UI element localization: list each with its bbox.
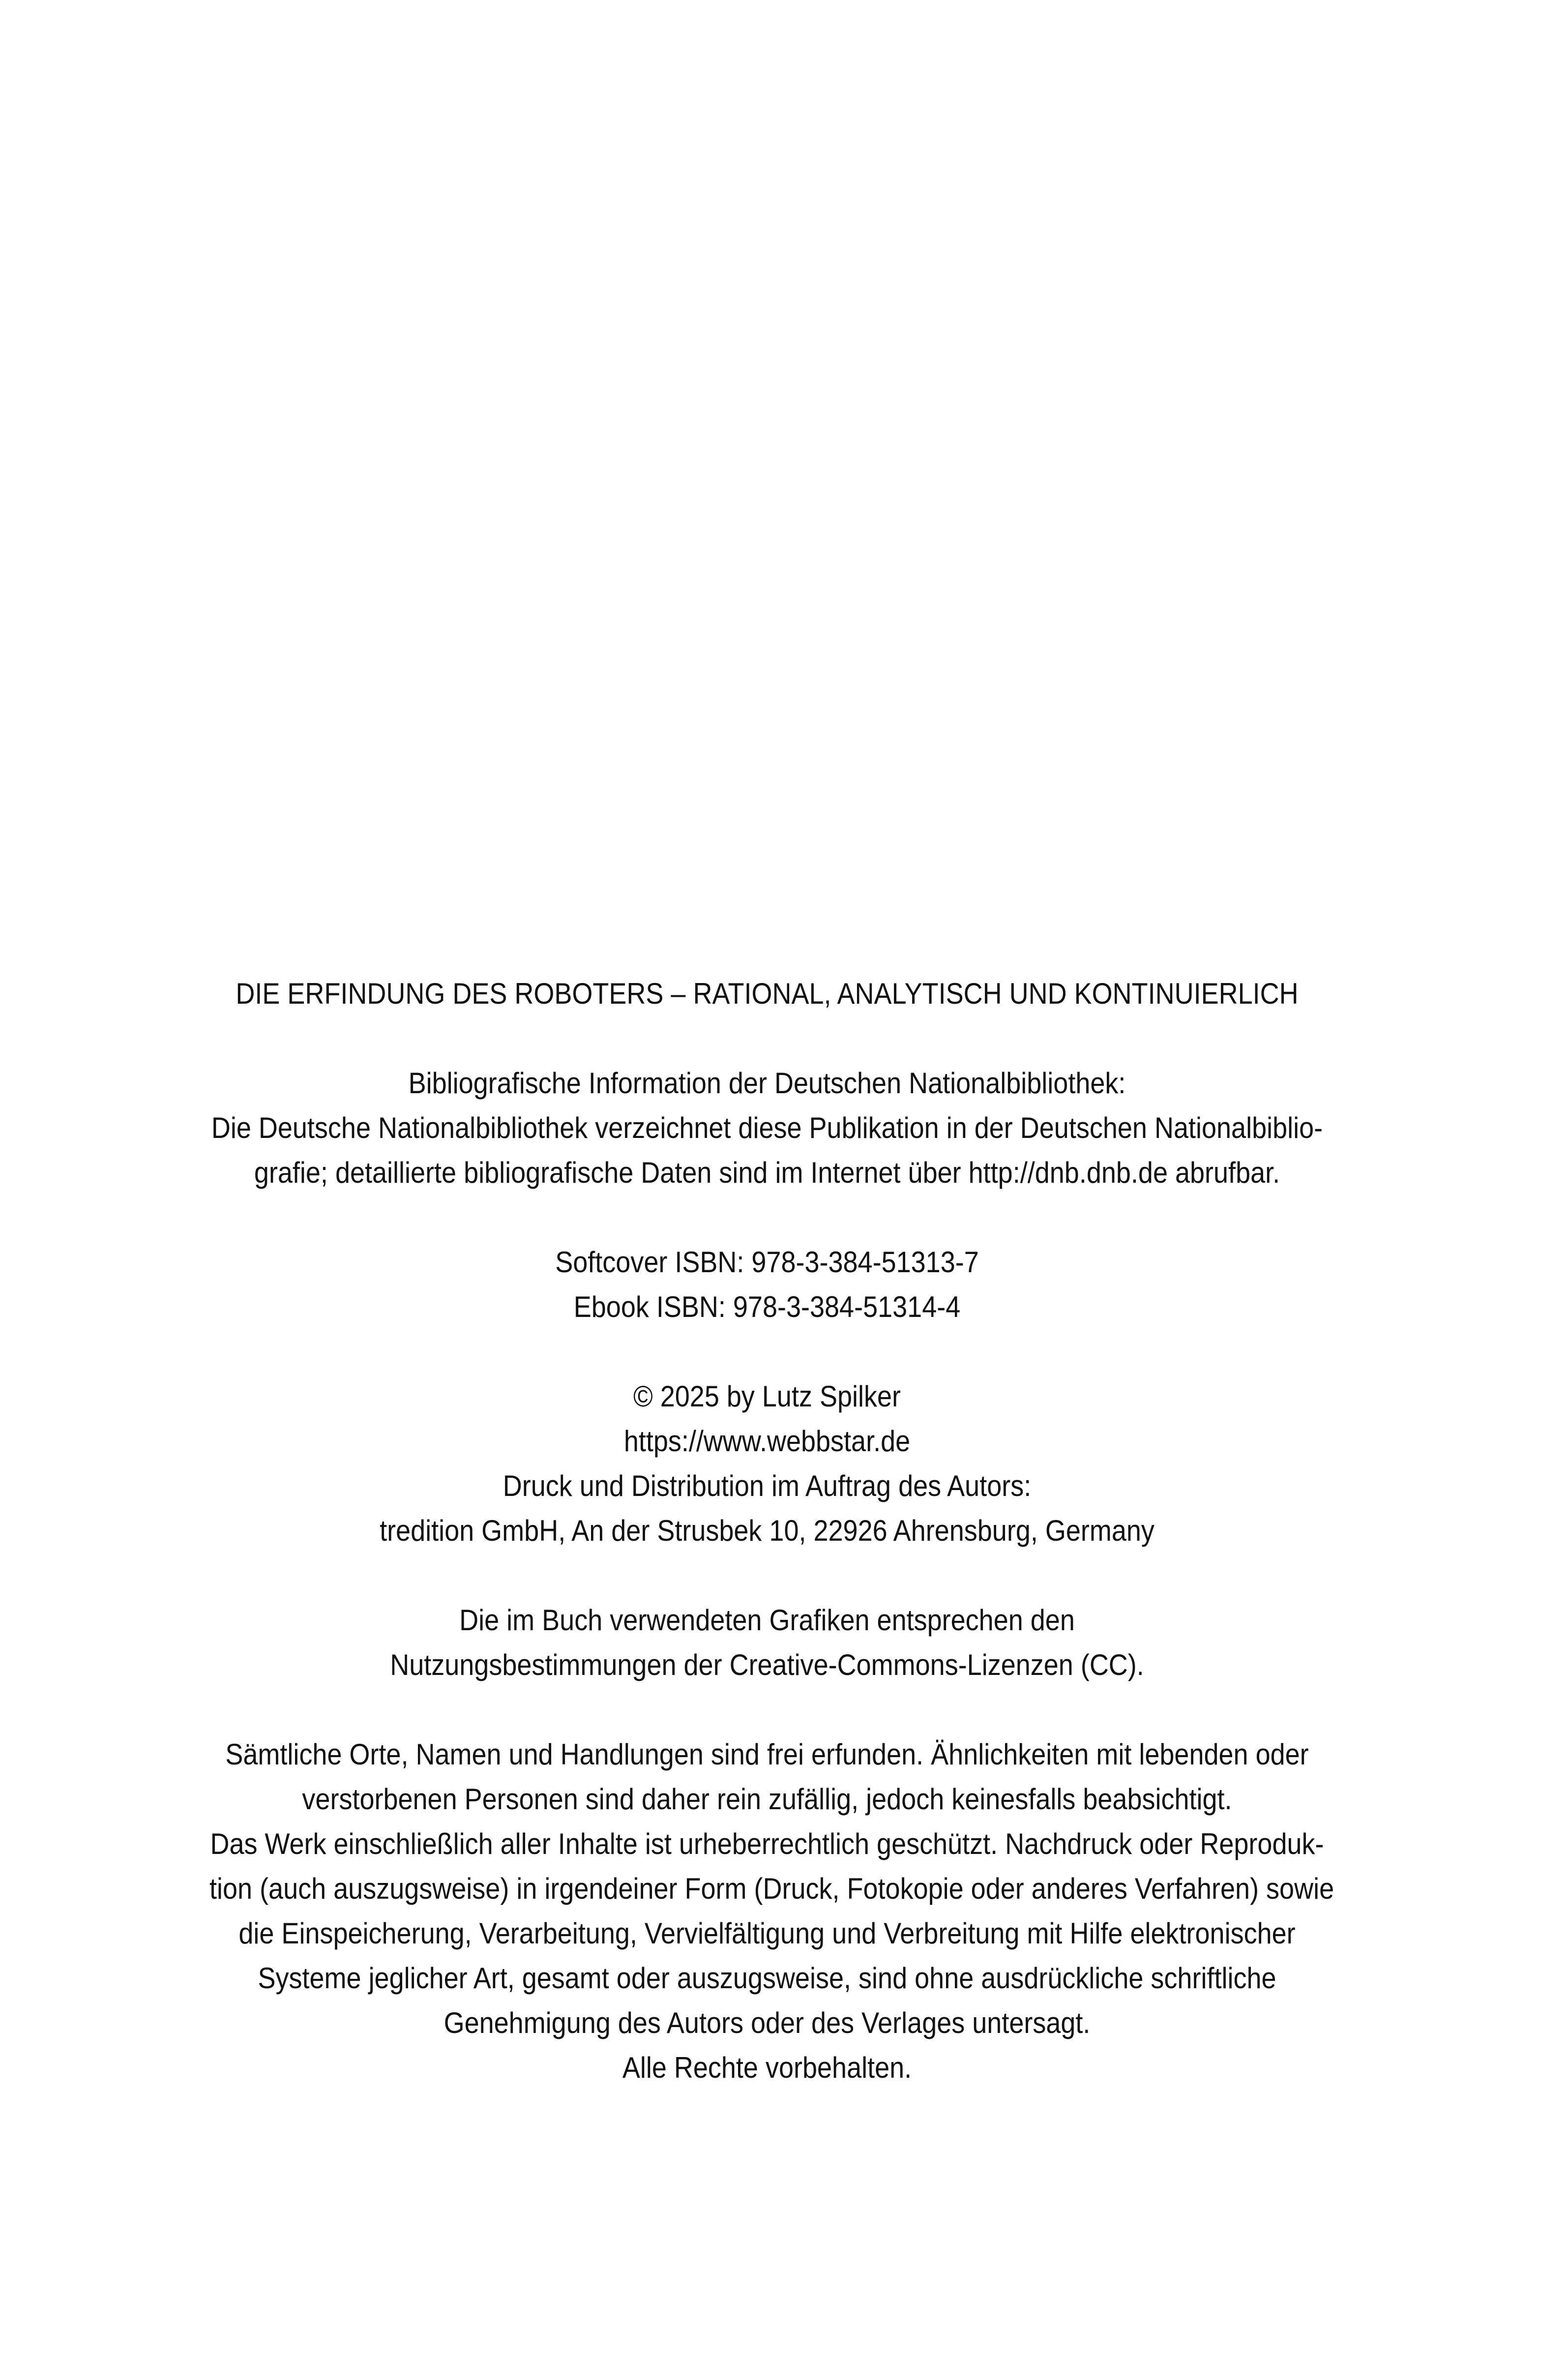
graphics-notice-line: Die im Buch verwendeten Grafiken entsprechen den: [459, 1604, 1075, 1637]
book-title: DIE ERFINDUNG DES ROBOTERS – RATIONAL, ANALYTISCH UND KONTINUIERLICH: [236, 977, 1299, 1010]
graphics-notice-line: Nutzungsbestimmungen der Creative-Commons-Lizenzen (CC).: [390, 1648, 1144, 1681]
bibliography-section: [209, 1061, 1325, 1195]
ebook-isbn: Ebook ISBN: 978-3-384-51314-4: [573, 1290, 961, 1323]
website-line: https://www.webbstar.de: [623, 1425, 911, 1458]
publisher-section: [209, 1374, 1325, 1553]
imprint-block: [209, 971, 1334, 2090]
legal-line: Sämtliche Orte, Namen und Handlungen sind frei erfunden. Ähnlichkeiten mit lebenden oder: [225, 1738, 1309, 1771]
distribution-line: Druck und Distribution im Auftrag des Autors:: [503, 1469, 1032, 1502]
bibliography-line: grafie; detaillierte bibliografische Daten sind im Internet über http://dnb.dnb.de abrufbar.: [254, 1156, 1280, 1189]
bibliography-line: Die Deutsche Nationalbibliothek verzeichnet diese Publikation in der Deutschen Nationalbiblio-: [211, 1111, 1323, 1144]
publisher-address: tredition GmbH, An der Strusbek 10, 22926 Ahrensburg, Germany: [380, 1514, 1154, 1547]
copyright-line: © 2025 by Lutz Spilker: [633, 1380, 901, 1413]
legal-line: die Einspeicherung, Verarbeitung, Vervielfältigung und Verbreitung mit Hilfe elektronischer: [238, 1917, 1296, 1950]
rights-reserved: Alle Rechte vorbehalten.: [622, 2051, 912, 2084]
isbn-section: [209, 1240, 1325, 1329]
legal-line: Das Werk einschließlich aller Inhalte ist urheberrechtlich geschützt. Nachdruck oder Reproduk-: [210, 1827, 1324, 1860]
graphics-notice-section: [209, 1598, 1325, 1687]
legal-line: Systeme jeglicher Art, gesamt oder auszugsweise, sind ohne ausdrückliche schriftliche: [258, 1962, 1276, 1995]
softcover-isbn: Softcover ISBN: 978-3-384-51313-7: [555, 1246, 979, 1279]
legal-line: tion (auch auszugsweise) in irgendeiner Form (Druck, Fotokopie oder anderes Verfahren) sowie: [209, 1872, 1334, 1905]
legal-line: verstorbenen Personen sind daher rein zufällig, jedoch keinesfalls beabsichtigt.: [302, 1783, 1232, 1816]
legal-section: [209, 1732, 1334, 2090]
legal-line: Genehmigung des Autors oder des Verlages untersagt.: [444, 2006, 1091, 2039]
bibliography-line: Bibliografische Information der Deutschen Nationalbibliothek:: [408, 1067, 1126, 1100]
